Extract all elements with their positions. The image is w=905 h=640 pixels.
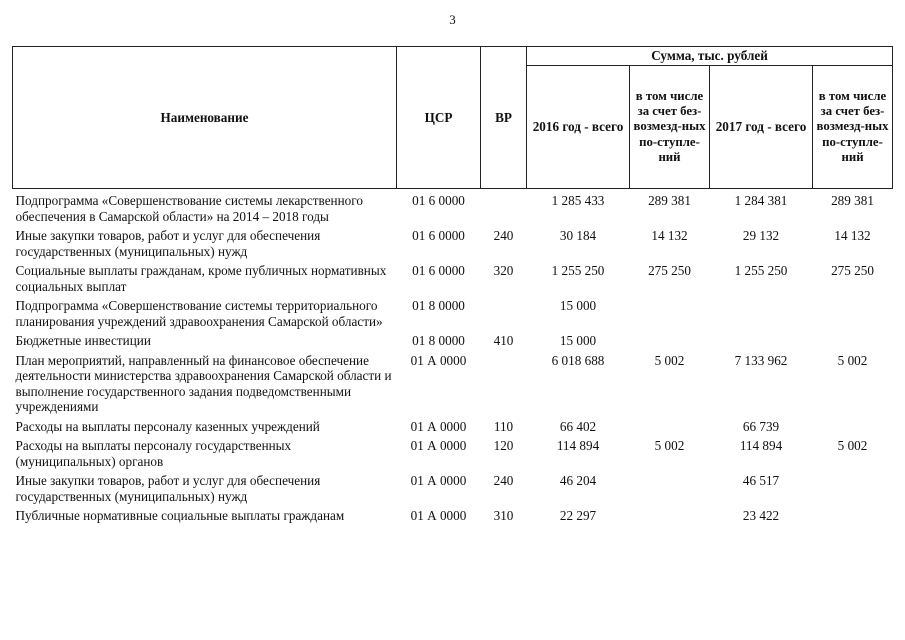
cell-total-2016: 46 204 bbox=[559, 473, 597, 488]
cell-total-2016: 15 000 bbox=[559, 298, 597, 313]
cell-free-2017: 289 381 bbox=[831, 193, 874, 208]
cell-free-2016: 14 132 bbox=[651, 228, 688, 243]
cell-free-2017 bbox=[813, 332, 893, 352]
cell-name: Социальные выплаты гражданам, кроме публичных нормативных социальных выплат bbox=[15, 263, 387, 294]
table-row bbox=[13, 189, 893, 228]
cell-free-2016 bbox=[630, 332, 710, 352]
cell-free-2016 bbox=[630, 297, 710, 332]
cell-free-2017 bbox=[813, 472, 893, 507]
cell-free-2016: 275 250 bbox=[648, 263, 691, 278]
table-row bbox=[13, 437, 893, 472]
cell-free-2016: 289 381 bbox=[648, 193, 691, 208]
cell-total-2017: 23 422 bbox=[742, 508, 780, 523]
header-free-2016: в том числе за счет без-возмезд-ных по-ступле-ний bbox=[630, 66, 710, 189]
cell-csr: 01 А 0000 bbox=[410, 473, 467, 488]
cell-total-2016: 66 402 bbox=[559, 418, 597, 434]
table-row bbox=[13, 352, 893, 418]
cell-csr: 01 6 0000 bbox=[412, 193, 465, 208]
cell-name: Публичные нормативные социальные выплаты гражданам bbox=[15, 508, 345, 523]
page-number: 3 bbox=[449, 12, 456, 27]
cell-total-2017: 7 133 962 bbox=[734, 352, 788, 368]
header-sum-title: Сумма, тыс. рублей bbox=[527, 47, 893, 66]
cell-total-2017 bbox=[710, 297, 813, 332]
cell-total-2017: 66 739 bbox=[742, 418, 780, 434]
cell-vr: 320 bbox=[493, 263, 514, 278]
table-row bbox=[13, 507, 893, 527]
cell-total-2016: 30 184 bbox=[559, 228, 597, 243]
header-csr: ЦСР bbox=[397, 47, 481, 189]
header-total-2016: 2016 год - всего bbox=[527, 66, 630, 189]
cell-free-2017 bbox=[813, 297, 893, 332]
cell-free-2017: 275 250 bbox=[831, 263, 874, 278]
cell-free-2016: 5 002 bbox=[654, 352, 685, 368]
cell-total-2016: 6 018 688 bbox=[551, 352, 605, 368]
cell-free-2017 bbox=[813, 418, 893, 438]
header-vr: ВР bbox=[481, 47, 527, 189]
header-free-2017: в том числе за счет без-возмезд-ных по-ступле-ний bbox=[813, 66, 893, 189]
table-row bbox=[13, 262, 893, 297]
cell-name: Расходы на выплаты персоналу государственных (муниципальных) органов bbox=[15, 438, 292, 469]
cell-free-2017: 5 002 bbox=[837, 438, 868, 453]
cell-total-2016: 15 000 bbox=[559, 333, 597, 348]
cell-csr: 01 6 0000 bbox=[412, 228, 465, 243]
cell-vr: 310 bbox=[493, 508, 514, 523]
cell-name: Подпрограмма «Совершенствование системы лекарственного обеспечения в Самарской области» на 2014 – 2018 годы bbox=[15, 193, 363, 224]
cell-vr: 410 bbox=[493, 333, 514, 348]
cell-name: План мероприятий, направленный на финансовое обеспечение деятельности министерства здравоохранения Самарской области и выполнение государственного задания подведомственными учреждениями bbox=[15, 352, 392, 414]
cell-vr: 240 bbox=[493, 473, 514, 488]
cell-total-2017 bbox=[710, 332, 813, 352]
budget-table bbox=[12, 46, 893, 527]
cell-total-2017: 46 517 bbox=[742, 473, 780, 488]
table-header bbox=[13, 47, 893, 189]
cell-vr: 120 bbox=[493, 438, 514, 453]
cell-free-2017: 14 132 bbox=[834, 228, 871, 243]
table-body bbox=[13, 189, 893, 527]
cell-name: Иные закупки товаров, работ и услуг для обеспечения государственных (муниципальных) нужд bbox=[15, 228, 321, 259]
table-row bbox=[13, 227, 893, 262]
cell-vr bbox=[481, 352, 527, 418]
cell-total-2017: 114 894 bbox=[739, 438, 783, 453]
cell-vr: 240 bbox=[493, 228, 514, 243]
cell-total-2016: 114 894 bbox=[556, 438, 600, 453]
cell-csr: 01 8 0000 bbox=[412, 298, 465, 313]
cell-free-2016 bbox=[630, 472, 710, 507]
cell-free-2016: 5 002 bbox=[654, 438, 685, 453]
cell-total-2016: 1 285 433 bbox=[551, 193, 605, 208]
header-total-2017: 2017 год - всего bbox=[710, 66, 813, 189]
cell-csr: 01 8 0000 bbox=[412, 333, 465, 348]
cell-free-2017 bbox=[813, 507, 893, 527]
cell-free-2016 bbox=[630, 507, 710, 527]
table-row bbox=[13, 297, 893, 332]
cell-total-2017: 1 284 381 bbox=[734, 193, 788, 208]
cell-csr: 01 А 0000 bbox=[410, 508, 467, 523]
cell-csr: 01 А 0000 bbox=[410, 438, 467, 453]
cell-total-2016: 1 255 250 bbox=[551, 263, 605, 278]
table-row bbox=[13, 472, 893, 507]
cell-csr: 01 6 0000 bbox=[412, 263, 465, 278]
cell-free-2017: 5 002 bbox=[837, 352, 868, 368]
cell-name: Расходы на выплаты персоналу казенных учреждений bbox=[15, 418, 320, 434]
cell-name: Иные закупки товаров, работ и услуг для обеспечения государственных (муниципальных) нужд bbox=[15, 473, 321, 504]
cell-csr: 01 А 0000 bbox=[410, 418, 467, 434]
cell-free-2016 bbox=[630, 418, 710, 438]
cell-vr: 110 bbox=[493, 418, 514, 434]
cell-total-2017: 1 255 250 bbox=[734, 263, 788, 278]
cell-total-2016: 22 297 bbox=[559, 508, 597, 523]
cell-csr: 01 А 0000 bbox=[410, 352, 467, 368]
cell-name: Подпрограмма «Совершенствование системы территориального планирования учреждений здравоохранения Самарской области» bbox=[15, 298, 383, 329]
cell-vr bbox=[481, 189, 527, 228]
cell-name: Бюджетные инвестиции bbox=[15, 333, 151, 348]
table-row bbox=[13, 332, 893, 352]
cell-total-2017: 29 132 bbox=[742, 228, 780, 243]
header-name: Наименование bbox=[13, 47, 397, 189]
table-row bbox=[13, 418, 893, 438]
cell-vr bbox=[481, 297, 527, 332]
